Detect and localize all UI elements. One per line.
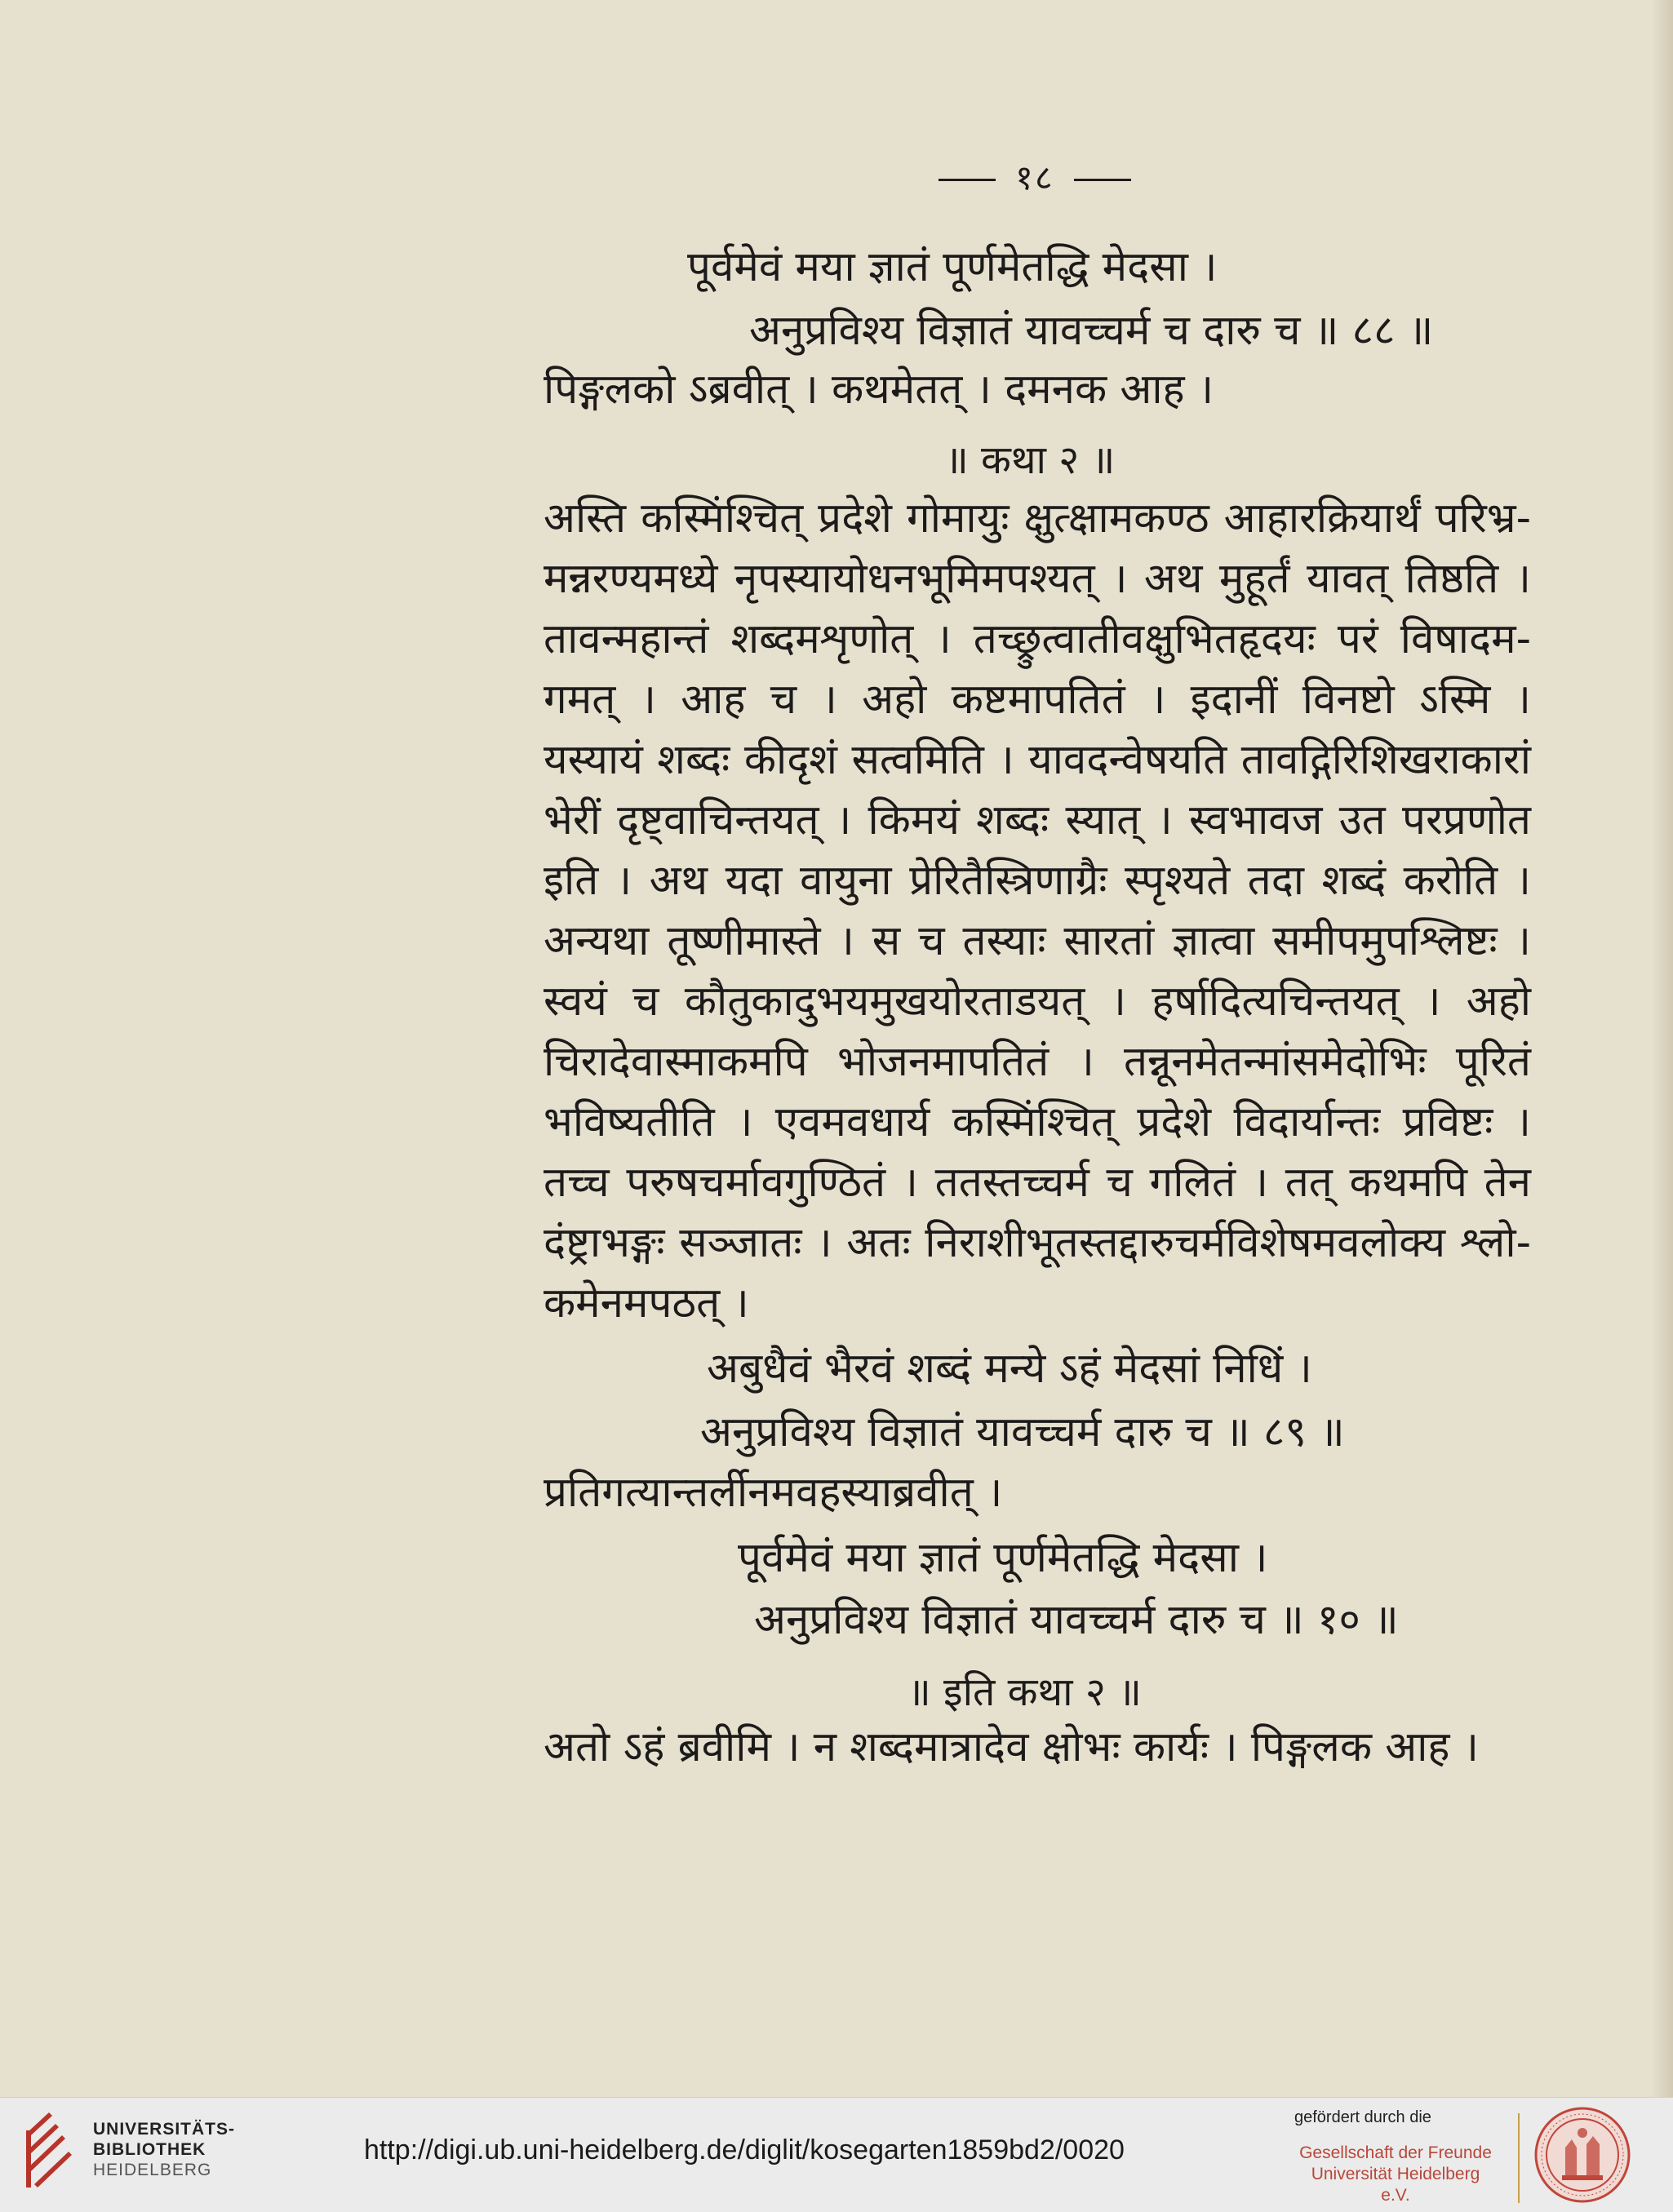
library-name bbox=[93, 2119, 235, 2180]
closing-line: अतो ऽहं ब्रवीमि । न शब्दमात्रादेव क्षोभः कार्यः । पिङ्गलक आह । bbox=[544, 1723, 1480, 1771]
story-line: भेरीं दृष्ट्वाचिन्तयत् । किमयं शब्दः स्यात् । स्वभावज उत परप्रणोत bbox=[544, 796, 1531, 844]
sponsor-label: gefördert durch die bbox=[1294, 2108, 1431, 2126]
footer-divider bbox=[1518, 2113, 1520, 2203]
narrative-line: पिङ्गलको ऽब्रवीत् । कथमेतत् । दमनक आह । bbox=[544, 366, 1214, 414]
university-seal-icon bbox=[1534, 2107, 1631, 2203]
story-line: स्वयं च कौतुकादुभयमुखयोरताडयत् । हर्षादित्यचिन्तयत् । अहो bbox=[544, 977, 1531, 1026]
sponsor-name[interactable] bbox=[1298, 2143, 1493, 2206]
story-line: चिरादेवास्माकमपि भोजनमापतितं । तन्नूनमेतन्मांसमेदोभिः पूरितं bbox=[544, 1038, 1531, 1086]
story-line: अन्यथा तूष्णीमास्ते । स च तस्याः सारतां ज्ञात्वा समीपमुपश्लिष्टः । bbox=[544, 917, 1531, 965]
story-line: भविष्यतीति । एवमवधार्य कस्मिंश्चित् प्रदेशे विदार्यान्तः प्रविष्टः । bbox=[544, 1098, 1531, 1146]
folio-dash-right bbox=[1074, 179, 1131, 181]
library-name-line: UNIVERSITÄTS- bbox=[93, 2120, 236, 2139]
story-line: मन्नरण्यमध्ये नृपस्यायोधनभूमिमपश्यत् । अथ मुहूर्तं यावत् तिष्ठति । bbox=[544, 555, 1531, 603]
sponsor-name-line: Gesellschaft der Freunde bbox=[1299, 2143, 1492, 2162]
library-name-line: HEIDELBERG bbox=[93, 2161, 212, 2179]
story-line: तच्च परुषचर्मावगुण्ठितं । ततस्तच्चर्म च गलितं । तत् कथमपि तेन bbox=[544, 1159, 1531, 1207]
story-heading: ॥ कथा २ ॥ bbox=[945, 437, 1116, 483]
verse-88-line-2: अनुप्रविश्य विज्ञातं यावच्चर्म च दारु च ॥ ८८ ॥ bbox=[749, 307, 1434, 355]
ub-heidelberg-logo-icon[interactable] bbox=[16, 2108, 83, 2199]
story-line: गमत् । आह च । अहो कष्टमापतितं । इदानीं विनष्टो ऽस्मि । bbox=[544, 676, 1531, 724]
page-gutter-shadow bbox=[1653, 0, 1673, 2097]
permalink-url[interactable]: http://digi.ub.uni-heidelberg.de/diglit/kosegarten1859bd2/0020 bbox=[364, 2134, 1125, 2165]
folio-text: १८ bbox=[1015, 157, 1054, 197]
page-number bbox=[919, 153, 1151, 200]
story-line: तावन्महान्तं शब्दमशृणोत् । तच्छ्रुत्वातीवक्षुभितहृदयः परं विषादम- bbox=[544, 615, 1531, 663]
library-name-line: BIBLIOTHEK bbox=[93, 2140, 206, 2159]
story-line: कमेनमपठत् । bbox=[544, 1279, 749, 1328]
story-line: इति । अथ यदा वायुना प्रेरितैस्त्रिणाग्रैः स्पृश्यते तदा शब्दं करोति । bbox=[544, 857, 1531, 905]
verse-88-line-1: पूर्वमेवं मया ज्ञातं पूर्णमेतद्धि मेदसा । bbox=[687, 243, 1218, 291]
sponsor-name-line: Universität Heidelberg e.V. bbox=[1311, 2165, 1480, 2205]
narrative-line: प्रतिगत्यान्तर्लीनमवहस्याब्रवीत् । bbox=[544, 1469, 1003, 1517]
folio-dash-left bbox=[939, 179, 996, 181]
verse-90-line-1: पूर्वमेवं मया ज्ञातं पूर्णमेतद्धि मेदसा । bbox=[738, 1534, 1268, 1582]
story-line: अस्ति कस्मिंश्चित् प्रदेशे गोमायुः क्षुत्क्षामकण्ठ आहारक्रियार्थं परिभ्र- bbox=[544, 494, 1531, 543]
story-colophon: ॥ इति कथा २ ॥ bbox=[908, 1669, 1142, 1715]
verse-90-line-2: अनुप्रविश्य विज्ञातं यावच्चर्म दारु च ॥ १० ॥ bbox=[754, 1596, 1399, 1644]
story-line: यस्यायं शब्दः कीदृशं सत्वमिति । यावदन्वेषयति तावद्गिरिशिखराकारां bbox=[544, 736, 1531, 784]
verse-89-line-1: अबुधैवं भैरवं शब्दं मन्ये ऽहं मेदसां निधिं । bbox=[707, 1345, 1312, 1393]
story-line: दंष्ट्राभङ्गः सञ्जातः । अतः निराशीभूतस्तद्दारुचर्मविशेषमवलोक्य श्लो- bbox=[544, 1219, 1531, 1267]
verse-89-line-2: अनुप्रविश्य विज्ञातं यावच्चर्म दारु च ॥ ८९ ॥ bbox=[700, 1408, 1345, 1456]
